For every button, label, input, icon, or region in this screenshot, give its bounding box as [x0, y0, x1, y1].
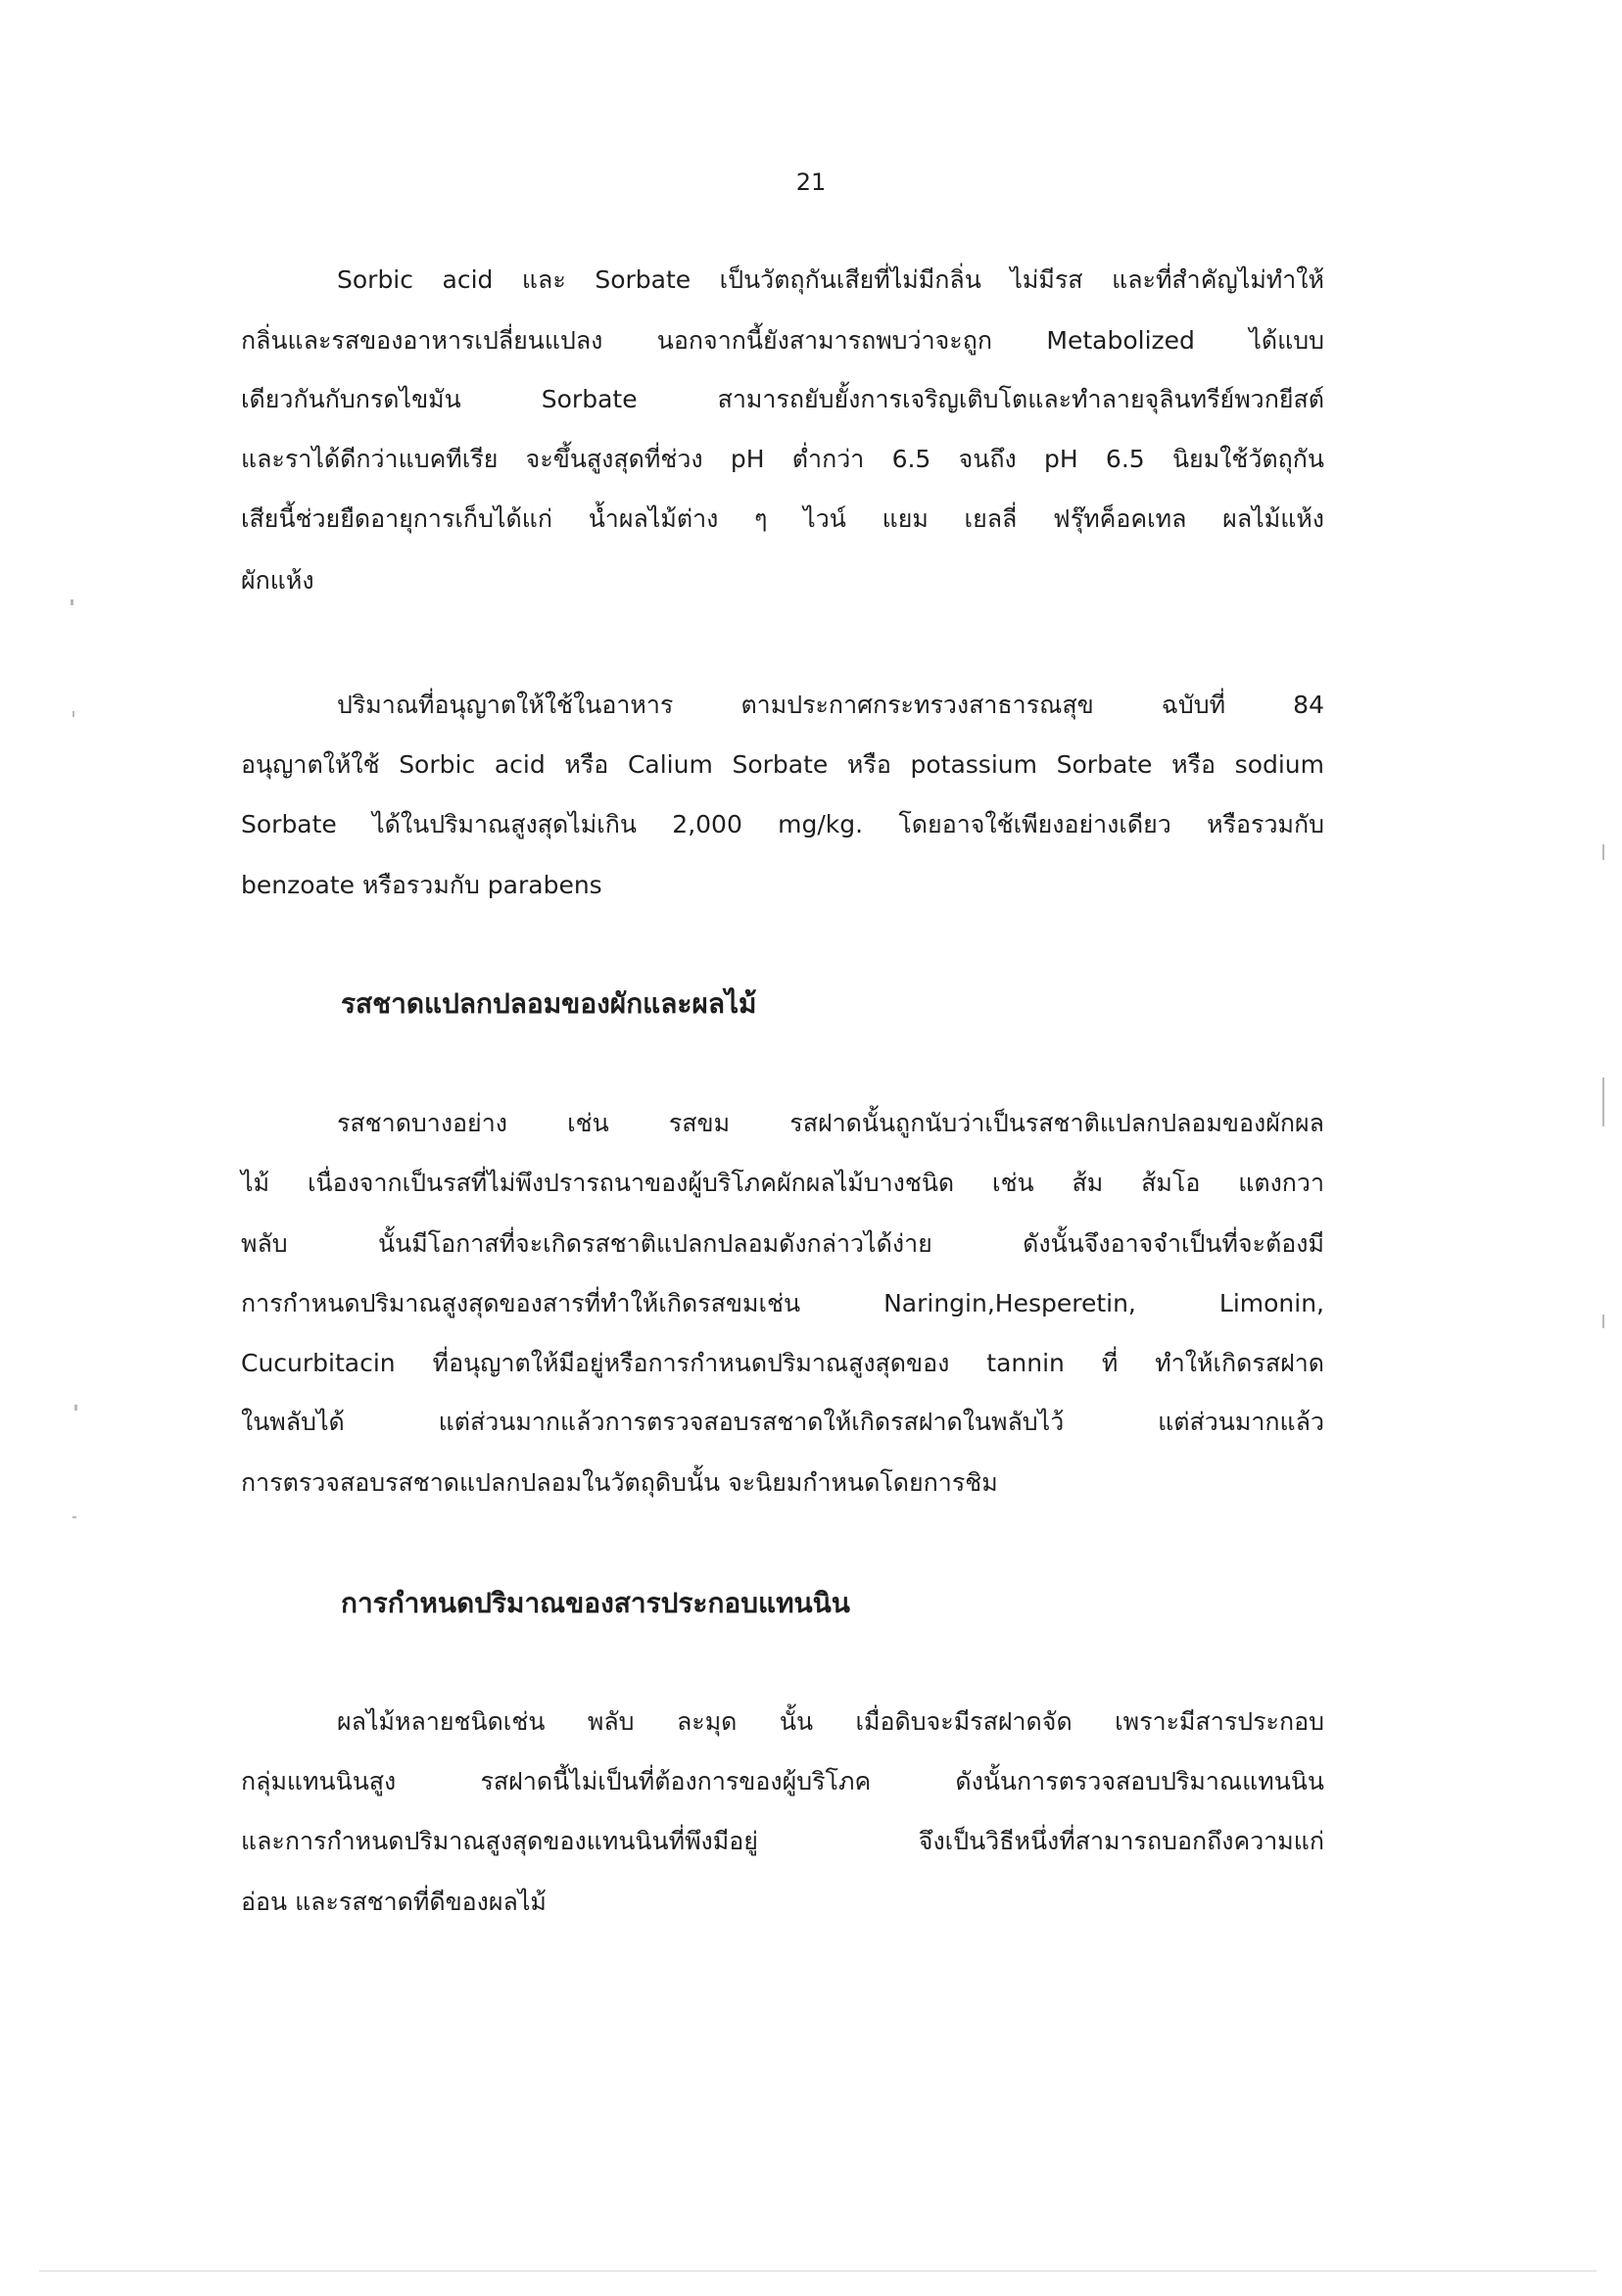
- scan-edge-mark: [1602, 1315, 1604, 1328]
- paragraph-2-line-1: ปริมาณที่อนุญาตให้ใช้ในอาหาร ตามประกาศกระทรวงสาธารณสุข ฉบับที่ 84: [337, 691, 1324, 719]
- paragraph-1-line-3: เดียวกันกับกรดไขมัน Sorbate สามารถยับยั้งการเจริญเติบโตและทำลายจุลินทรีย์พวกยีสต์: [241, 385, 1324, 413]
- scan-edge-mark: [1602, 844, 1604, 860]
- paragraph-4-line-1: ผลไม้หลายชนิดเช่น พลับ ละมุด นั้น เมื่อดิบจะมีรสฝาดจัด เพราะมีสารประกอบ: [337, 1707, 1324, 1736]
- paragraph-1-line-6: ผักแห้ง: [241, 566, 314, 595]
- paragraph-1-line-4: และราได้ดีกว่าแบคทีเรีย จะขึ้นสูงสุดที่ช่วง pH ต่ำกว่า 6.5 จนถึง pH 6.5 นิยมใช้วัตถุกัน: [241, 445, 1324, 473]
- paragraph-1-line-2: กลิ่นและรสของอาหารเปลี่ยนแปลง นอกจากนี้ยังสามารถพบว่าจะถูก Metabolized ได้แบบ: [241, 326, 1324, 355]
- paragraph-3-line-6: ในพลับได้ แต่ส่วนมากแล้วการตรวจสอบรสชาดให้เกิดรสฝาดในพลับไว้ แต่ส่วนมากแล้ว: [241, 1408, 1324, 1436]
- scan-speck: [74, 1405, 77, 1411]
- scan-bottom-edge: [39, 2271, 1597, 2272]
- section-heading-off-flavor: รสชาดแปลกปลอมของผักและผลไม้: [341, 987, 757, 1020]
- scan-edge-mark: [1602, 1077, 1604, 1126]
- paragraph-3-line-7: การตรวจสอบรสชาดแปลกปลอมในวัตถุดิบนั้น จะนิยมกำหนดโดยการชิม: [241, 1468, 998, 1497]
- section-heading-tannin: การกำหนดปริมาณของสารประกอบแทนนิน: [341, 1587, 850, 1619]
- paragraph-2-line-4: benzoate หรือรวมกับ parabens: [241, 871, 602, 899]
- paragraph-3-line-2: ไม้ เนื่องจากเป็นรสที่ไม่พึงปรารถนาของผู้บริโภคผักผลไม้บางชนิด เช่น ส้ม ส้มโอ แตงกวา: [241, 1169, 1324, 1197]
- paragraph-3-line-3: พลับ นั้นมีโอกาสที่จะเกิดรสชาติแปลกปลอมดังกล่าวได้ง่าย ดังนั้นจึงอาจจำเป็นที่จะต้องมี: [241, 1229, 1324, 1258]
- paragraph-1-line-5: เสียนี้ช่วยยืดอายุการเก็บได้แก่ น้ำผลไม้ต่าง ๆ ไวน์ แยม เยลลี่ ฟรุ๊ทค็อคเทล ผลไม้แห้ง: [241, 504, 1324, 533]
- paragraph-4-line-2: กลุ่มแทนนินสูง รสฝาดนี้ไม่เป็นที่ต้องการของผู้บริโภค ดังนั้นการตรวจสอบปริมาณแทนนิน: [241, 1767, 1324, 1795]
- paragraph-2-line-3: Sorbate ได้ในปริมาณสูงสุดไม่เกิน 2,000 mg/kg. โดยอาจใช้เพียงอย่างเดียว หรือรวมกับ: [241, 810, 1324, 838]
- paragraph-3-line-5: Cucurbitacin ที่อนุญาตให้มีอยู่หรือการกำหนดปริมาณสูงสุดของ tannin ที่ ทำให้เกิดรสฝาด: [241, 1349, 1324, 1377]
- scan-speck: [72, 711, 74, 717]
- paragraph-3-line-4: การกำหนดปริมาณสูงสุดของสารที่ทำให้เกิดรสขมเช่น Naringin,Hesperetin, Limonin,: [241, 1289, 1324, 1317]
- scan-speck: [71, 599, 73, 605]
- paragraph-4-line-3: และการกำหนดปริมาณสูงสุดของแทนนินที่พึงมีอยู่ จึงเป็นวิธีหนึ่งที่สามารถบอกถึงความแก่: [241, 1827, 1324, 1855]
- paragraph-3-line-1: รสชาดบางอย่าง เช่น รสขม รสฝาดนั้นถูกนับว่าเป็นรสชาติแปลกปลอมของผักผล: [337, 1109, 1324, 1137]
- scan-speck: [72, 1516, 76, 1518]
- paragraph-1-line-1: Sorbic acid และ Sorbate เป็นวัตถุกันเสียที่ไม่มีกลิ่น ไม่มีรส และที่สำคัญไม่ทำให้: [337, 265, 1324, 294]
- paragraph-2-line-2: อนุญาตให้ใช้ Sorbic acid หรือ Calium Sorbate หรือ potassium Sorbate หรือ sodium: [241, 750, 1324, 779]
- paragraph-4-line-4: อ่อน และรสชาดที่ดีของผลไม้: [241, 1888, 547, 1916]
- page-number: 21: [795, 168, 827, 196]
